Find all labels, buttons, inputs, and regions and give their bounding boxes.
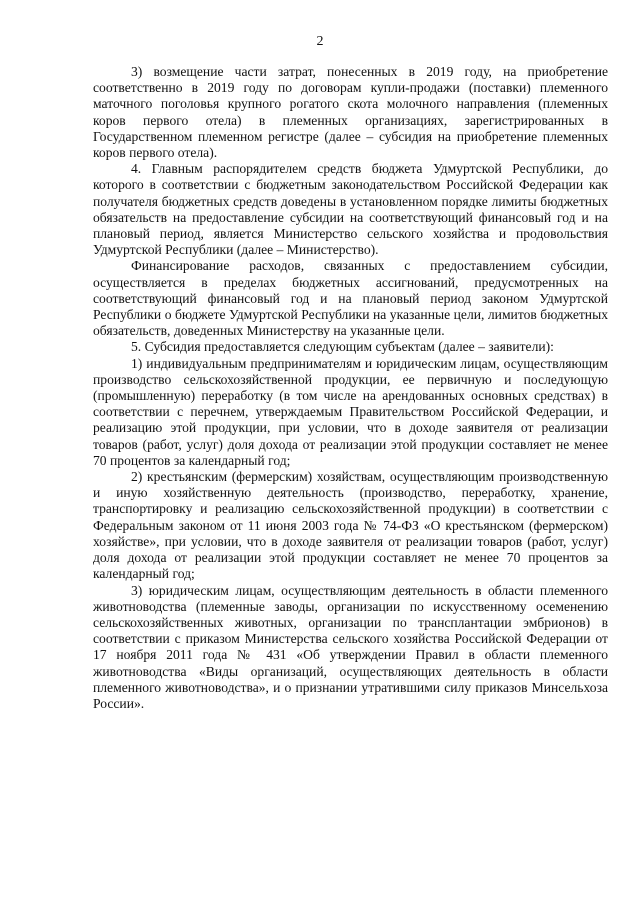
- paragraph-clause-4-main-administrator: 4. Главным распорядителем средств бюджета Удмуртской Республики, до которого в соответствии с бюджетным законодательством Российской Федерации как получателя бюджетных средств доведены в установленном порядке лимиты бюджетных обязательств на предоставление субсидии на соответствующий финансовый год и на плановый период, является Министерство сельского хозяйства и продовольствия Удмуртской Республики (далее – Министерство).: [93, 161, 608, 258]
- document-body: [93, 64, 608, 712]
- paragraph-recipient-3-breeding: 3) юридическим лицам, осуществляющим деятельность в области племенного животноводства (племенные заводы, организации по искусственному осеменению сельскохозяйственных животных, организации по трансплантации эмбрионов) в соответствии с приказом Министерства сельского хозяйства Российской Федерации от 17 ноября 2011 года № 431 «Об утверждении Правил в области племенного животноводства «Виды организаций, осуществляющих деятельность в области племенного животноводства», и о признании утратившими силу приказов Минсельхоза России».: [93, 582, 608, 711]
- paragraph-recipient-1-entrepreneurs: 1) индивидуальным предпринимателям и юридическим лицам, осуществляющим производство сельскохозяйственной продукции, ее первичную и последующую (промышленную) переработку (в том числе на арендованных основных средствах) в соответствии с перечнем, утверждаемым Правительством Российской Федерации, и реализацию этой продукции, при условии, что в доходе заявителя от реализации товаров (работ, услуг) доля дохода от реализации этой продукции составляет не менее 70 процентов за календарный год;: [93, 355, 608, 468]
- page-number: 2: [316, 34, 324, 49]
- paragraph-clause-5-recipients: 5. Субсидия предоставляется следующим субъектам (далее – заявители):: [131, 339, 554, 355]
- paragraph-financing: Финансирование расходов, связанных с предоставлением субсидии, осуществляется в пределах бюджетных ассигнований, предусмотренных на соответствующий финансовый год и на плановый период законом Удмуртской Республики о бюджете Удмуртской Республики на указанные цели, лимитов бюджетных обязательств, доведенных Министерству на указанные цели.: [93, 258, 608, 339]
- paragraph-item-3-reimbursement: 3) возмещение части затрат, понесенных в 2019 году, на приобретение соответственно в 2019 году по договорам купли-продажи (поставки) племенного маточного поголовья крупного рогатого скота молочного направления (племенных коров первого отела) в племенных организациях, зарегистрированных в Государственном племенном регистре (далее – субсидия на приобретение племенных коров первого отела).: [93, 64, 608, 161]
- paragraph-recipient-2-farms: 2) крестьянским (фермерским) хозяйствам, осуществляющим производственную и иную хозяйственную деятельность (производство, переработку, хранение, транспортировку и реализацию сельскохозяйственной продукции) в соответствии с Федеральным законом от 11 июня 2003 года № 74-ФЗ «О крестьянском (фермерском) хозяйстве», при условии, что в доходе заявителя от реализации товаров (работ, услуг) доля дохода от реализации этой продукции составляет не менее 70 процентов за календарный год;: [93, 469, 608, 582]
